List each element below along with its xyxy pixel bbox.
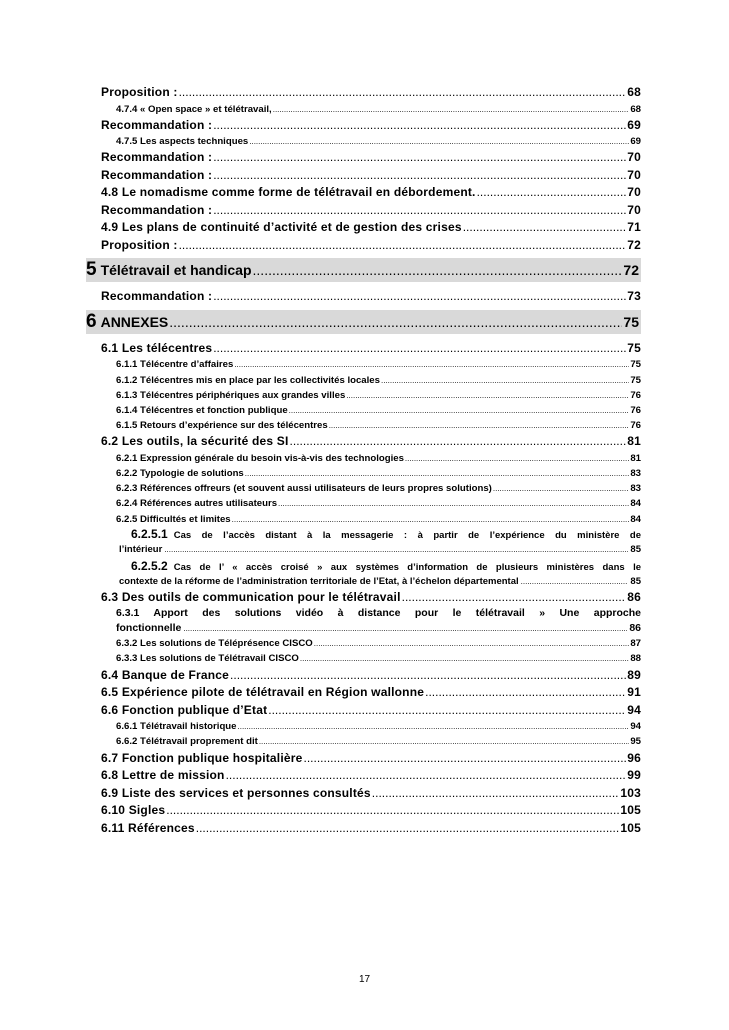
page-ref: 83 <box>630 483 641 495</box>
entry-title: 6.1.2 Télécentres mis en place par les collectivités locales <box>116 374 380 386</box>
leader-dots <box>425 684 626 702</box>
entry-title: 4.9 Les plans de continuité d’activité et de gestion des crises <box>101 220 462 235</box>
toc-group-chapter6-a <box>0 340 729 527</box>
page-ref: 70 <box>627 202 641 217</box>
page-ref: 84 <box>630 513 641 525</box>
toc-entry[interactable] <box>116 451 641 466</box>
entry-title: Recommandation : <box>101 117 213 132</box>
entry-title: 6.2.4 Références autres utilisateurs <box>116 498 278 510</box>
leader-dots <box>303 750 626 768</box>
leader-dots <box>232 512 630 527</box>
leader-dots <box>169 310 622 334</box>
entry-title: 6.10 Sigles <box>101 803 166 817</box>
entry-title: Recommandation : <box>101 167 213 182</box>
leader-dots <box>278 496 629 511</box>
page-ref: 70 <box>627 185 641 200</box>
page-number: 17 <box>358 974 371 985</box>
entry-title-line2: contexte de la réforme de l’administration territoriale de l’Etat, à l’échelon départemental <box>119 575 519 587</box>
entry-title: 6.1.5 Retours d’expérience sur des télécentres <box>116 420 328 432</box>
page-ref: 75 <box>627 340 641 355</box>
page-ref: 81 <box>627 434 641 449</box>
page-ref: 99 <box>627 768 641 782</box>
chapter-title: ANNEXES <box>100 313 169 330</box>
entry-title: 6.2.2 Typologie de solutions <box>116 468 244 479</box>
leader-dots <box>372 785 620 803</box>
toc-group-chapter4-tail <box>0 84 729 254</box>
entry-title: 6.6 Fonction publique d’Etat <box>101 702 268 717</box>
entry-title: 6.9 Liste des services et personnes consultés <box>101 785 371 800</box>
entry-title: 4.7.4 « Open space » et télétravail, <box>116 103 272 115</box>
entry-title: Recommandation : <box>101 289 213 304</box>
leader-dots <box>493 481 629 496</box>
leader-dots <box>346 388 629 403</box>
page-ref: 85 <box>630 543 641 555</box>
leader-dots <box>253 258 623 282</box>
toc-entry[interactable] <box>116 373 641 388</box>
toc-entry[interactable] <box>116 466 641 481</box>
page-ref: 76 <box>630 404 641 416</box>
entry-title: 4.7.5 Les aspects techniques <box>116 136 249 148</box>
page-ref: 84 <box>630 498 641 510</box>
leader-dots <box>268 702 626 720</box>
leader-dots <box>226 767 627 785</box>
entry-title: Recommandation : <box>101 202 213 217</box>
page-ref: 81 <box>630 452 641 464</box>
toc-entry[interactable] <box>116 719 641 734</box>
leader-dots <box>290 433 627 451</box>
toc-entry-6-2-5-1[interactable] <box>119 526 641 557</box>
entry-title: 6.1.4 Télécentres et fonction publique <box>116 404 288 416</box>
page-ref: 85 <box>630 575 641 587</box>
leader-dots <box>329 418 630 433</box>
entry-title-line1: Cas de l’ « accès croisé » aux systèmes d’information de plusieurs ministères dans le <box>173 561 641 573</box>
toc-entry[interactable] <box>101 84 641 102</box>
entry-title: 6.2.5 Difficultés et limites <box>116 513 231 525</box>
toc-chapter-6[interactable] <box>86 310 641 334</box>
toc-entry[interactable] <box>101 785 641 803</box>
entry-title: 6.4 Banque de France <box>101 667 230 682</box>
page-ref: 105 <box>620 820 641 835</box>
page-ref: 75 <box>630 359 641 371</box>
leader-dots <box>381 373 629 388</box>
leader-dots <box>238 719 630 734</box>
toc-entry[interactable] <box>116 102 641 117</box>
page-ref: 73 <box>627 289 641 304</box>
entry-title: 6.3.3 Les solutions de Télétravail CISCO <box>116 653 299 665</box>
leader-dots <box>213 117 626 135</box>
entry-title: 6.7 Fonction publique hospitalière <box>101 750 303 765</box>
toc-entry[interactable] <box>101 149 641 167</box>
toc-entry[interactable] <box>101 202 641 220</box>
page-ref: 68 <box>627 85 641 99</box>
toc-entry[interactable] <box>101 288 641 306</box>
toc-entry[interactable] <box>101 767 641 785</box>
toc-entry[interactable] <box>116 512 641 527</box>
entry-title: 6.11 Références <box>101 820 195 835</box>
page-ref: 86 <box>629 622 641 635</box>
leader-dots <box>477 184 627 202</box>
toc-entry-6-2-5-2[interactable] <box>119 558 641 589</box>
toc-entry[interactable] <box>101 117 641 135</box>
entry-number: 6.2.5.1 <box>131 526 168 541</box>
leader-dots <box>213 167 626 185</box>
toc-entry[interactable] <box>101 667 641 685</box>
leader-dots <box>405 451 629 466</box>
toc-entry-6-3[interactable] <box>101 589 641 607</box>
entry-title-line2: l’intérieur <box>119 543 163 555</box>
toc-group-chapter6-b <box>0 636 729 837</box>
leader-dots <box>273 102 630 117</box>
entry-title: 6.5 Expérience pilote de télétravail en Région wallonne <box>101 685 425 700</box>
entry-title: 6.3.2 Les solutions de Téléprésence CISCO <box>116 638 313 650</box>
leader-dots <box>196 820 620 838</box>
toc-chapter-5[interactable] <box>86 258 641 282</box>
entry-title: 6.1 Les télécentres <box>101 340 213 355</box>
leader-dots <box>300 651 629 666</box>
leader-dots <box>314 636 630 651</box>
toc-entry[interactable] <box>116 388 641 403</box>
leader-dots <box>179 84 627 102</box>
page-ref: 95 <box>630 736 641 748</box>
leader-dots <box>259 734 630 749</box>
leader-dots <box>213 340 626 358</box>
toc-entry[interactable] <box>101 802 641 820</box>
leader-dots <box>521 575 629 589</box>
entry-title: 6.2.1 Expression générale du besoin vis-à-vis des technologies <box>116 452 404 464</box>
chapter-number: 5 <box>86 259 97 281</box>
toc-entry[interactable] <box>101 702 641 720</box>
leader-dots <box>249 134 629 149</box>
page-ref: 83 <box>630 468 641 479</box>
toc-entry-6-3-1[interactable] <box>116 606 641 636</box>
page-ref: 75 <box>623 313 639 330</box>
toc-entry[interactable] <box>116 134 641 149</box>
toc-entry[interactable] <box>116 403 641 418</box>
toc-entry[interactable] <box>116 418 641 433</box>
page-ref: 94 <box>630 721 641 733</box>
leader-dots <box>179 237 627 255</box>
leader-dots <box>183 621 627 636</box>
leader-dots <box>402 589 627 607</box>
page-ref: 86 <box>627 589 641 604</box>
chapter-title: Télétravail et handicap <box>100 262 252 279</box>
entry-title: Proposition : <box>101 85 178 99</box>
toc-entry[interactable] <box>116 496 641 511</box>
entry-title: Proposition : <box>101 237 178 252</box>
page-ref: 96 <box>627 750 641 765</box>
leader-dots <box>289 403 630 418</box>
page-ref: 71 <box>627 220 641 235</box>
toc-group-chapter5 <box>0 288 729 306</box>
page-ref: 105 <box>620 803 641 817</box>
leader-dots <box>164 543 628 557</box>
toc-entry[interactable] <box>101 750 641 768</box>
page-ref: 76 <box>630 420 641 432</box>
entry-title-line2: fonctionnelle <box>116 622 182 635</box>
entry-title: Recommandation : <box>101 150 213 165</box>
page-ref: 75 <box>630 374 641 386</box>
entry-title-line1: Cas de l’accès distant à la messagerie : à partir de l’expérience du ministère de <box>173 529 641 541</box>
page-ref: 88 <box>630 653 641 665</box>
toc-entry[interactable] <box>116 651 641 666</box>
page-ref: 72 <box>627 237 641 252</box>
entry-title: 6.1.1 Télécentre d’affaires <box>116 359 234 371</box>
page-ref: 76 <box>630 389 641 401</box>
leader-dots <box>213 288 626 306</box>
page-ref: 91 <box>627 685 641 700</box>
toc-entry[interactable] <box>101 433 641 451</box>
page-ref: 103 <box>620 785 641 800</box>
entry-title: 4.8 Le nomadisme comme forme de télétravail en débordement. <box>101 185 476 200</box>
toc-entry[interactable] <box>101 184 641 202</box>
toc-entry[interactable] <box>101 237 641 255</box>
entry-title-line1: 6.3.1 Apport des solutions vidéo à distance pour le télétravail » Une approche <box>116 607 641 620</box>
leader-dots <box>213 202 626 220</box>
leader-dots <box>213 149 626 167</box>
toc-entry[interactable] <box>116 357 641 372</box>
toc-entry[interactable] <box>101 340 641 358</box>
toc-entry[interactable] <box>101 820 641 838</box>
toc-entry[interactable] <box>116 734 641 749</box>
page-ref: 70 <box>627 167 641 182</box>
entry-title: 6.2.3 Références offreurs (et souvent aussi utilisateurs de leurs propres solutions) <box>116 483 492 495</box>
entry-title: 6.6.2 Télétravail proprement dit <box>116 736 258 748</box>
chapter-number: 6 <box>86 310 97 332</box>
entry-title: 6.2 Les outils, la sécurité des SI <box>101 434 289 449</box>
leader-dots <box>230 667 626 685</box>
entry-number: 6.2.5.2 <box>131 558 168 573</box>
leader-dots <box>234 357 629 372</box>
toc-entry[interactable] <box>116 481 641 496</box>
toc-entry[interactable] <box>101 219 641 237</box>
page-ref: 94 <box>627 702 641 717</box>
entry-title: 6.8 Lettre de mission <box>101 768 225 782</box>
leader-dots <box>245 466 630 481</box>
page-ref: 87 <box>630 638 641 650</box>
page-ref: 70 <box>627 150 641 165</box>
entry-title: 6.6.1 Télétravail historique <box>116 721 237 733</box>
page-ref: 72 <box>623 262 639 279</box>
toc-entry[interactable] <box>116 636 641 651</box>
table-of-contents <box>0 84 729 837</box>
leader-dots <box>463 219 627 237</box>
entry-title: 6.1.3 Télécentres périphériques aux grandes villes <box>116 389 346 401</box>
page-ref: 69 <box>630 136 641 148</box>
entry-title: 6.3 Des outils de communication pour le télétravail <box>101 589 401 604</box>
page-ref: 89 <box>627 667 641 682</box>
leader-dots <box>166 802 619 820</box>
toc-entry[interactable] <box>101 167 641 185</box>
toc-entry[interactable] <box>101 684 641 702</box>
page-ref: 68 <box>630 103 641 115</box>
page-ref: 69 <box>627 117 641 132</box>
